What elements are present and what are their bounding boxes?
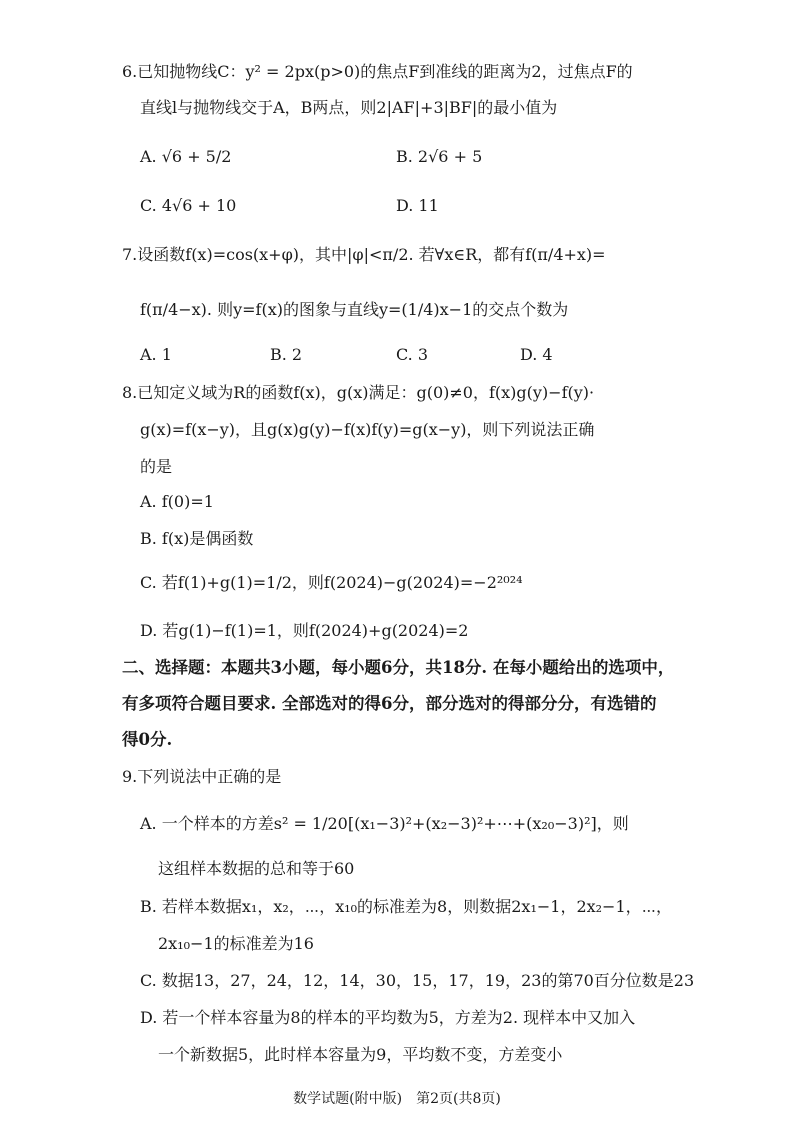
q9-option-d-line2: 一个新数据5，此时样本容量为9，平均数不变，方差变小 xyxy=(158,1045,563,1064)
q9-option-b-line1: B. 若样本数据x₁，x₂，⋯，x₁₀的标准差为8，则数据2x₁−1，2x₂−1，⋯， xyxy=(140,897,673,916)
section2-line2: 有多项符合题目要求. 全部选对的得6分，部分选对的得部分分，有选错的 xyxy=(122,694,657,713)
q8-option-a: A. f(0)=1 xyxy=(140,492,214,511)
section2-line1: 二、选择题：本题共3小题，每小题6分，共18分. 在每小题给出的选项中， xyxy=(122,658,675,677)
q7-stem-line1: 7.设函数f(x)=cos(x+φ)，其中|φ|<π/2. 若∀x∈R，都有f(π/4+x)= xyxy=(122,245,606,264)
q9-option-b-line2: 2x₁₀−1的标准差为16 xyxy=(158,934,314,953)
q9-stem: 9.下列说法中正确的是 xyxy=(122,767,282,786)
q7-option-b: B. 2 xyxy=(270,345,303,364)
q8-stem-line1: 8.已知定义域为R的函数f(x)，g(x)满足：g(0)≠0，f(x)g(y)−f(y)· xyxy=(122,383,595,402)
q6-option-d: D. 11 xyxy=(396,196,439,215)
q6-stem-line2: 直线l与抛物线交于A，B两点，则2|AF|+3|BF|的最小值为 xyxy=(140,98,558,117)
q7-option-c: C. 3 xyxy=(396,345,429,364)
q7-option-a: A. 1 xyxy=(140,345,172,364)
q9-option-a-line2: 这组样本数据的总和等于60 xyxy=(158,859,355,878)
q8-stem-line3: 的是 xyxy=(140,457,173,476)
q9-option-c: C. 数据13，27，24，12，14，30，15，17，19，23的第70百分位数是23 xyxy=(140,971,695,990)
q9-option-a-line1: A. 一个样本的方差s² = 1/20[(x₁−3)²+(x₂−3)²+⋯+(x₂₀−3)²]，则 xyxy=(140,814,629,833)
q9-option-d-line1: D. 若一个样本容量为8的样本的平均数为5，方差为2. 现样本中又加入 xyxy=(140,1008,636,1027)
q6-option-b: B. 2√6 + 5 xyxy=(396,147,483,166)
q7-stem-line2: f(π/4−x). 则y=f(x)的图象与直线y=(1/4)x−1的交点个数为 xyxy=(140,300,569,319)
q6-option-c: C. 4√6 + 10 xyxy=(140,196,237,215)
q8-option-c: C. 若f(1)+g(1)=1/2，则f(2024)−g(2024)=−2²⁰²⁴ xyxy=(140,573,523,592)
page-footer: 数学试题(附中版) 第2页(共8页) xyxy=(293,1091,501,1107)
q6-option-a: A. √6 + 5/2 xyxy=(140,147,232,166)
q8-option-b: B. f(x)是偶函数 xyxy=(140,529,254,548)
q8-stem-line2: g(x)=f(x−y)，且g(x)g(y)−f(x)f(y)=g(x−y)，则下列说法正确 xyxy=(140,420,595,439)
q6-stem-line1: 6.已知抛物线C：y² = 2px(p>0)的焦点F到准线的距离为2，过焦点F的 xyxy=(122,62,633,81)
q8-option-d: D. 若g(1)−f(1)=1，则f(2024)+g(2024)=2 xyxy=(140,621,469,640)
section2-line3: 得0分. xyxy=(122,730,173,749)
q7-option-d: D. 4 xyxy=(520,345,553,364)
